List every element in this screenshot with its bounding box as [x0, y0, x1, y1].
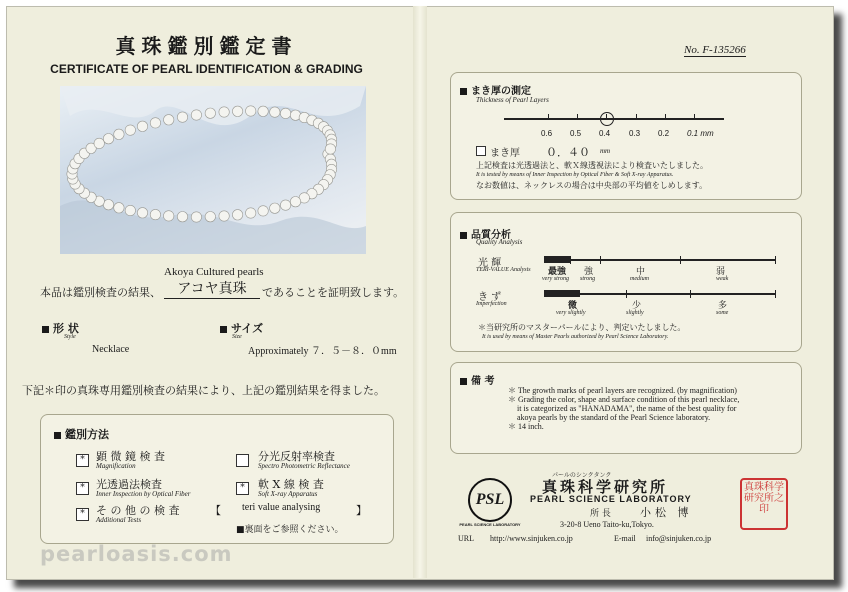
pearl	[164, 115, 174, 125]
email-label: E-mail	[614, 534, 636, 543]
thickness-value: ０．４０	[546, 146, 590, 159]
kizu-grade-en: some	[716, 310, 729, 316]
pearl	[280, 108, 290, 118]
remark-text: The growth marks of pearl layers are recognized. (by magnification)	[517, 386, 737, 395]
scale-tick	[665, 114, 666, 120]
thickness-title-text: まき厚の測定	[471, 86, 531, 97]
pearl	[205, 212, 215, 222]
certificate-subtitle: CERTIFICATE OF PEARL IDENTIFICATION & GRADING	[50, 62, 363, 76]
shape-label-text: 形 状	[53, 322, 79, 335]
shape-label-en: Style	[64, 334, 76, 340]
pearl	[205, 108, 215, 118]
pearl	[164, 211, 174, 221]
result-suffix: であることを証明致します。	[262, 286, 405, 299]
remarks-text	[508, 386, 739, 431]
teri-grade: 強	[584, 267, 594, 277]
bracket-close: 】	[356, 504, 367, 517]
official-seal: 真珠科学研究所之印	[740, 478, 788, 530]
pearl-necklace-image	[60, 86, 366, 254]
remark-text: akoya pearls by the standard of the Pearl Science laboratory.	[517, 413, 711, 422]
teri-grade: 中	[636, 267, 646, 277]
pearl	[191, 110, 201, 120]
lab-kana: パールのシンクタンク	[552, 472, 612, 479]
pearl	[177, 212, 187, 222]
email-link[interactable]: info@sinjuken.co.jp	[646, 534, 712, 543]
pearl	[219, 211, 229, 221]
psl-logo-icon: PSL	[468, 478, 512, 522]
bracket-open: 【	[210, 504, 221, 517]
pearl	[191, 212, 201, 222]
scale-tick	[694, 114, 695, 120]
remark-line: ＊ The growth marks of pearl layers are recognized. (by magnification)	[508, 386, 737, 395]
method-label: 顕 微 鏡 検 査	[96, 450, 165, 463]
kizu-indicator	[544, 290, 580, 297]
center-fold	[413, 6, 427, 578]
remark-text: it is categorized as "HANADAMA", the name of the best quality for	[517, 404, 737, 413]
bullet-icon	[460, 88, 467, 95]
scale-label: 0.6	[541, 129, 553, 138]
pearl	[125, 125, 135, 135]
method-checkbox: *	[236, 482, 249, 495]
pearl	[246, 106, 256, 116]
remark-line: ＊ 14 inch.	[508, 422, 544, 431]
kizu-grade: 微	[568, 301, 578, 311]
additional-test-value: teri value analysing	[242, 502, 321, 513]
lab-name-jp: 真珠科学研究所	[542, 478, 669, 496]
scale-tick	[775, 290, 776, 298]
scale-tick	[577, 114, 578, 120]
scale-tick	[600, 256, 601, 264]
quality-note: ＊当研究所のマスターパールにより、判定いたしました。	[478, 323, 686, 332]
pearl	[150, 118, 160, 128]
pearl	[114, 203, 124, 213]
scale-tick	[548, 114, 549, 120]
method-label-en: Magnification	[96, 462, 136, 470]
kizu-grade: 少	[632, 301, 642, 311]
thickness-note-2: なお数値は、ネックレスの場合は中央部の平均値をしめします。	[476, 181, 708, 190]
quality-title-text: 品質分析	[471, 230, 511, 241]
back-note: ■裏面をご参照ください。	[236, 525, 344, 535]
method-title	[54, 426, 109, 442]
director-name: 小松 博	[640, 506, 693, 519]
remarks-title-text: 備 考	[471, 376, 495, 387]
pearl	[137, 121, 147, 131]
pearl	[280, 200, 290, 210]
teri-scale	[544, 259, 776, 261]
kizu-grade-en: very slightly	[556, 310, 586, 316]
bullet-icon	[460, 378, 467, 385]
kizu-grade: 多	[718, 301, 728, 311]
remark-line	[508, 404, 739, 413]
size-label-en: Size	[232, 334, 242, 340]
pearl	[114, 129, 124, 139]
lab-address: 3-20-8 Ueno Taito-ku,Tokyo.	[560, 520, 654, 529]
url-link[interactable]: http://www.sinjuken.co.jp	[490, 534, 573, 543]
method-checkbox: *	[76, 454, 89, 467]
pearl	[232, 106, 242, 116]
method-label-en: Inner Inspection by Optical Fiber	[96, 490, 191, 498]
method-title-text: 鑑別方法	[65, 428, 109, 441]
method-label: そ の 他 の 検 査	[96, 504, 180, 517]
teri-label-en: TERI-VALUE Analysis	[476, 267, 531, 273]
scale-label: 0.3	[629, 129, 641, 138]
statement: 下記＊印の真珠専用鑑別検査の結果により、上記の鑑別結果を得ました。	[22, 384, 385, 397]
method-checkbox	[236, 454, 249, 467]
pearl	[258, 206, 268, 216]
remarks-title	[460, 372, 494, 387]
teri-grade-en: very strong	[542, 276, 569, 282]
pearl	[103, 134, 113, 144]
bullet-icon	[220, 326, 227, 333]
scale-tick	[775, 256, 776, 264]
logo-caption: PEARL SCIENCE LABORATORY	[459, 522, 521, 527]
result-english: Akoya Cultured pearls	[164, 266, 264, 278]
result-prefix: 本品は鑑別検査の結果、	[40, 286, 161, 299]
scale-tick	[626, 290, 627, 298]
size-label-text: サイズ	[231, 322, 264, 335]
teri-indicator	[544, 256, 570, 263]
pearl	[137, 208, 147, 218]
scale-label: 0.4	[599, 129, 611, 138]
method-label: 軟 X 線 検 査	[258, 478, 324, 491]
remark-text: 14 inch.	[518, 422, 544, 431]
watermark: pearloasis.com	[40, 542, 233, 566]
thickness-marker	[600, 112, 614, 126]
method-label-en: Soft X-ray Apparatus	[258, 490, 318, 498]
bullet-icon	[460, 232, 467, 239]
teri-grade-en: medium	[630, 276, 649, 282]
method-label: 分光反射率検査	[258, 450, 335, 463]
remark-line	[508, 413, 739, 422]
size-value: Approximately ７．５－８．０mm	[248, 346, 397, 357]
scale-tick	[690, 290, 691, 298]
method-label-en: Spectro Photometric Reflectance	[258, 462, 350, 470]
thickness-scale	[504, 118, 724, 120]
pearl	[232, 210, 242, 220]
remark-text: Grading the color, shape and surface condition of this pearl necklace,	[518, 395, 740, 404]
quality-note-en: It is used by means of Master Pearls authorized by Pearl Science Laboratory.	[482, 334, 669, 340]
method-checkbox: *	[76, 508, 89, 521]
teri-grade-en: weak	[716, 276, 729, 282]
pearl	[125, 205, 135, 215]
shape-value: Necklace	[92, 344, 130, 355]
thickness-note: 上記検査は光透過法と、軟Ｘ線透視法により検査いたしました。	[476, 161, 708, 170]
pearl	[270, 107, 280, 117]
kizu-label: き ず	[478, 292, 502, 303]
thickness-unit: mm	[600, 147, 611, 155]
lab-name-en: PEARL SCIENCE LABORATORY	[530, 494, 692, 504]
thickness-note-en: It is tested by means of Inner Inspection by Optical Fiber & Soft X-ray Apparatus.	[476, 172, 674, 178]
bullet-icon	[42, 326, 49, 333]
certificate-title: 真珠鑑別鑑定書	[115, 34, 298, 58]
remark-line: ＊ Grading the color, shape and surface condition of this pearl necklace,	[508, 395, 740, 404]
pearl	[325, 144, 335, 154]
scale-label: 0.5	[570, 129, 582, 138]
pearl	[150, 209, 160, 219]
pearl	[246, 208, 256, 218]
method-label: 光透過法検査	[96, 478, 162, 491]
teri-grade-en: strong	[580, 276, 596, 282]
kizu-label-en: Imperfection	[476, 301, 507, 307]
scale-tick	[680, 256, 681, 264]
pearl	[177, 112, 187, 122]
teri-grade: 最強	[548, 267, 567, 277]
scale-label: 0.1 mm	[687, 129, 714, 138]
pearl-necklace-photo	[60, 86, 366, 254]
pearl	[270, 203, 280, 213]
method-checkbox: *	[76, 482, 89, 495]
result-japanese: アコヤ真珠	[164, 278, 260, 299]
scale-label: 0.2	[658, 129, 670, 138]
director-label: 所 長	[590, 509, 611, 519]
teri-grade: 弱	[716, 267, 726, 277]
thickness-checkbox	[476, 146, 486, 156]
pearl	[94, 138, 104, 148]
quality-title-en: Quality Analysis	[476, 238, 523, 246]
thickness-label: まき厚	[490, 148, 520, 159]
bullet-icon	[54, 432, 61, 439]
scale-tick	[636, 114, 637, 120]
pearl	[290, 197, 300, 207]
thickness-title-en: Thickness of Pearl Layers	[476, 96, 549, 104]
certificate-number: No. F-135266	[684, 44, 746, 56]
thickness-title	[460, 82, 531, 97]
method-label-en: Additional Tests	[96, 516, 142, 524]
url-label: URL	[458, 534, 474, 543]
kizu-grade-en: slightly	[626, 310, 644, 316]
pearl	[258, 106, 268, 116]
pearl	[103, 200, 113, 210]
scale-tick	[570, 256, 571, 264]
pearl	[219, 107, 229, 117]
teri-label: 光 輝	[478, 258, 502, 269]
